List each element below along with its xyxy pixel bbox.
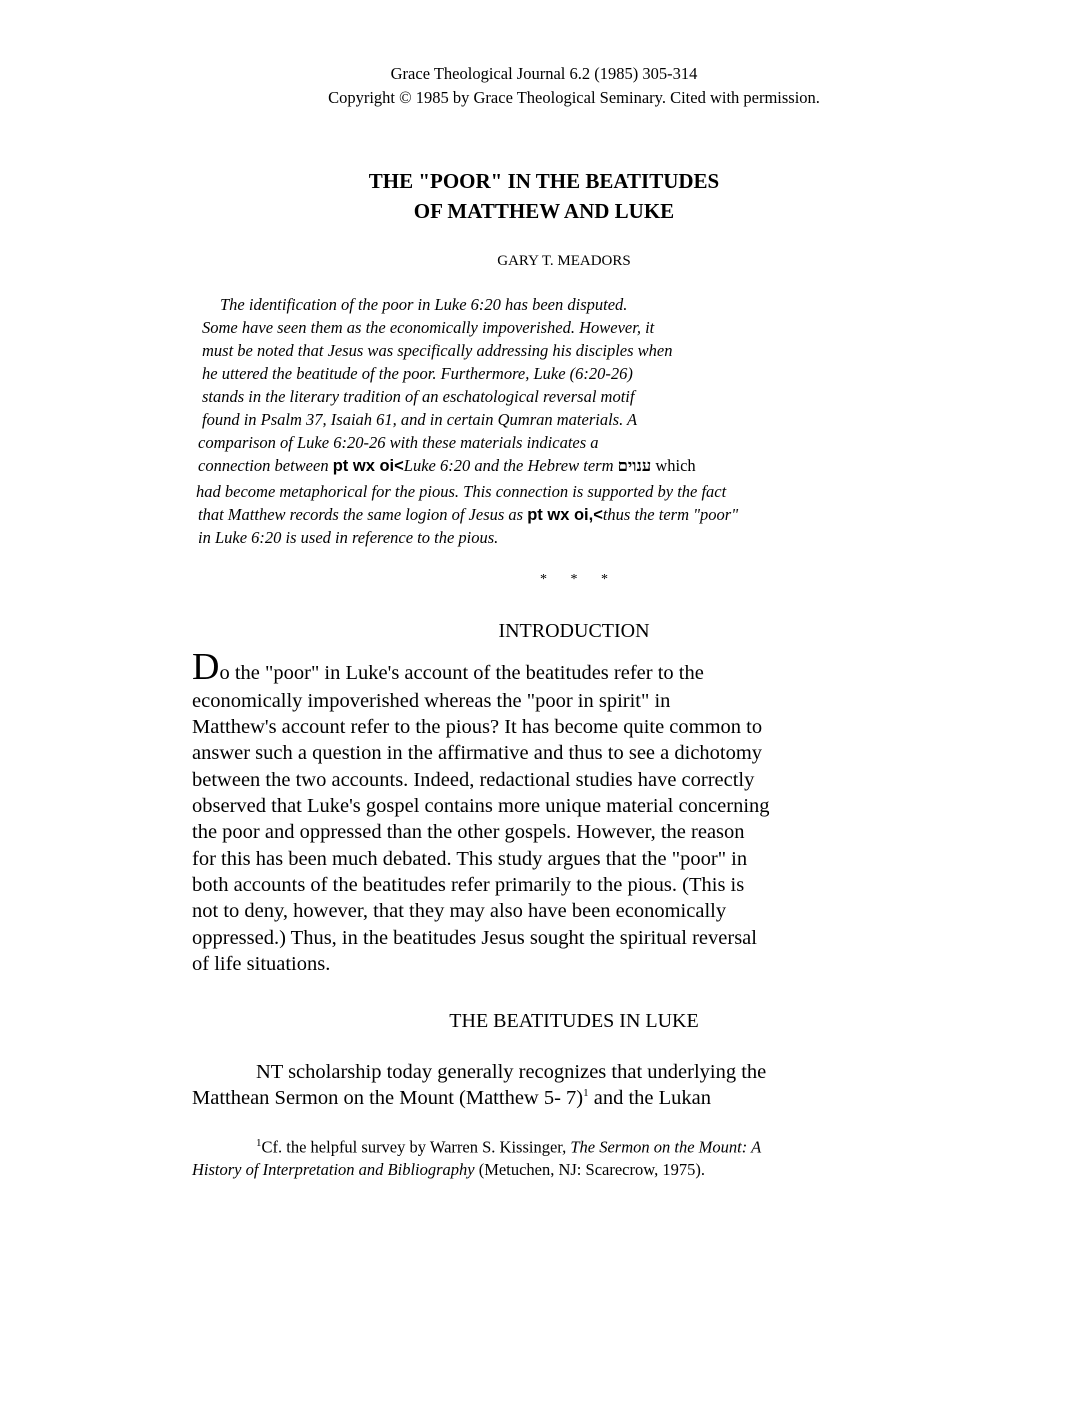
body-text: and the Lukan <box>588 1087 712 1109</box>
body-line <box>192 1087 711 1110</box>
body-line: answer such a question in the affirmative and thus to see a dichotomy <box>192 742 763 764</box>
footnote-text: (Metuchen, NJ: Scarecrow, 1975). <box>474 1160 705 1179</box>
body-line: between the two accounts. Indeed, redactional studies have correctly <box>192 769 755 791</box>
body-line: economically impoverished whereas the "poor in spirit" in <box>192 690 671 712</box>
heading-beatitudes-in-luke: THE BEATITUDES IN LUKE <box>449 1010 699 1032</box>
body-line: NT scholarship today generally recognizes that underlying the <box>256 1061 767 1083</box>
abstract-line: had become metaphorical for the pious. This connection is supported by the fact <box>196 482 727 501</box>
abstract-line: stands in the literary tradition of an eschatological reversal motif <box>202 387 635 406</box>
abstract-text: which <box>655 456 696 475</box>
heading-introduction: INTRODUCTION <box>498 620 650 642</box>
body-line: Matthew's account refer to the pious? It has become quite common to <box>192 716 763 738</box>
copyright-notice: Copyright © 1985 by Grace Theological Seminary. Cited with permission. <box>328 88 820 107</box>
book-title: History of Interpretation and Bibliography <box>192 1160 475 1179</box>
article-title-line-1: THE "POOR" IN THE BEATITUDES <box>368 169 720 193</box>
body-line: not to deny, however, that they may also have been economically <box>192 900 727 922</box>
article-title-line-2: OF MATTHEW AND LUKE <box>413 199 675 223</box>
body-line: the poor and oppressed than the other gospels. However, the reason <box>192 821 745 843</box>
abstract-line: found in Psalm 37, Isaiah 61, and in certain Qumran materials. A <box>202 410 638 429</box>
body-line: oppressed.) Thus, in the beatitudes Jesus sought the spiritual reversal <box>192 927 757 949</box>
abstract-line <box>198 505 738 525</box>
abstract-text: Luke 6:20 and the Hebrew term <box>403 456 618 475</box>
footnote-marker: 1 <box>583 1087 589 1100</box>
footnote-line <box>256 1137 761 1158</box>
footnote-number: 1 <box>256 1137 262 1149</box>
book-title: The Sermon on the Mount: A <box>570 1137 762 1157</box>
hebrew-term: ענוים <box>617 456 652 475</box>
abstract-line: must be noted that Jesus was specifically addressing his disciples when <box>202 341 673 360</box>
drop-cap: D <box>192 646 220 688</box>
greek-term: pt wx oi< <box>332 457 404 475</box>
abstract-line: The identification of the poor in Luke 6:20 has been disputed. <box>220 295 628 314</box>
abstract-text: connection between <box>198 456 333 475</box>
body-line: both accounts of the beatitudes refer primarily to the pious. (This is <box>192 874 745 896</box>
abstract-line <box>198 456 696 476</box>
journal-citation: Grace Theological Journal 6.2 (1985) 305-314 <box>390 64 698 83</box>
abstract-line: he uttered the beatitude of the poor. Furthermore, Luke (6:20-26) <box>202 364 633 383</box>
footnote-text: Cf. the helpful survey by Warren S. Kissinger, <box>261 1137 571 1157</box>
abstract-line: comparison of Luke 6:20-26 with these materials indicates a <box>198 433 599 452</box>
greek-term: pt wx oi,< <box>527 506 603 524</box>
abstract-line: Some have seen them as the economically impoverished. However, it <box>202 318 655 337</box>
body-line: of life situations. <box>192 953 331 975</box>
abstract-line: in Luke 6:20 is used in reference to the pious. <box>198 528 499 547</box>
body-line: observed that Luke's gospel contains more unique material concerning <box>192 795 770 817</box>
abstract-text: thus the term "poor" <box>602 505 739 524</box>
footnote-line <box>192 1160 705 1180</box>
body-line <box>192 646 704 688</box>
author-name: GARY T. MEADORS <box>497 253 631 269</box>
body-line: for this has been much debated. This study argues that the "poor" in <box>192 848 748 870</box>
body-text: o the "poor" in Luke's account of the beatitudes refer to the <box>219 662 704 684</box>
section-separator: * * * <box>540 572 608 587</box>
body-text: Matthean Sermon on the Mount (Matthew 5- 7) <box>192 1087 584 1109</box>
abstract-text: that Matthew records the same logion of Jesus as <box>198 505 528 524</box>
